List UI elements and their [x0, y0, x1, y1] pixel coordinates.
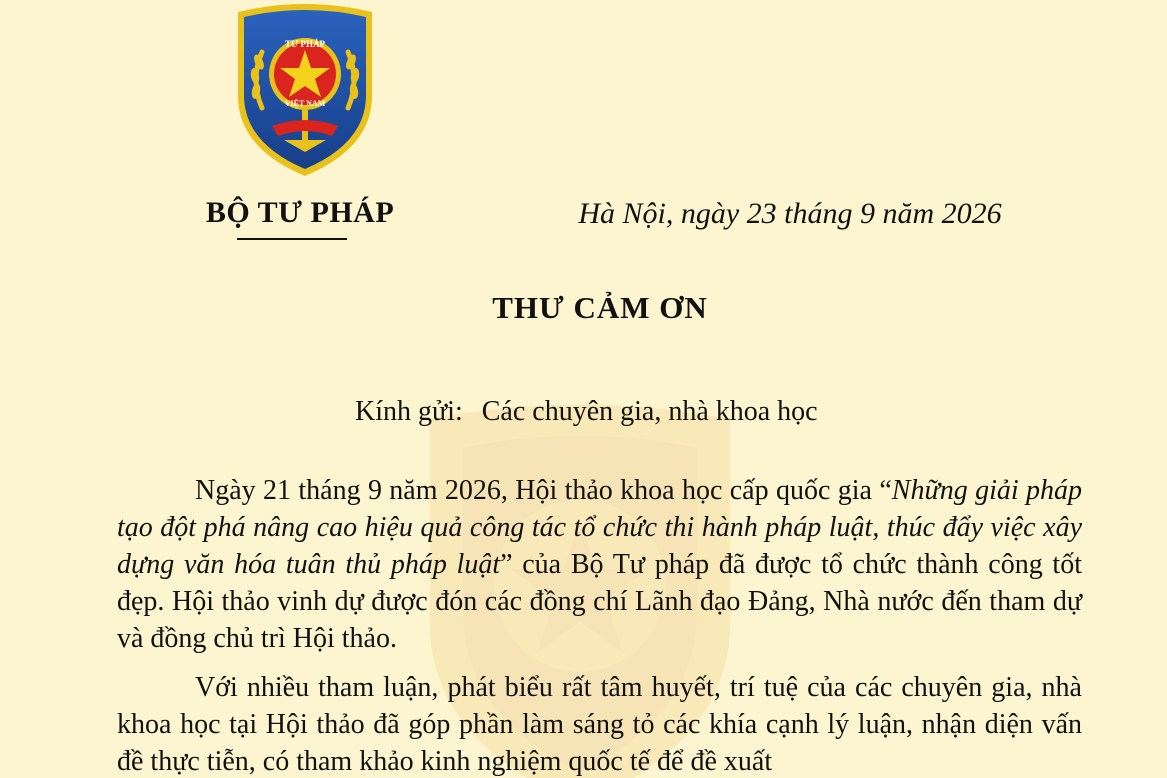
svg-text:VIỆT NAM: VIỆT NAM — [284, 99, 326, 108]
ministry-of-justice-emblem-icon — [232, 0, 378, 176]
letter-body — [117, 472, 1082, 778]
paragraph-1-lead: Ngày 21 tháng 9 năm 2026, Hội thảo khoa học cấp quốc gia “ — [195, 475, 892, 506]
paragraph-1-tail: ” của Bộ Tư pháp đã được tổ chức thành công tốt đẹp. Hội thảo vinh dự được đón các đồng chí Lãnh đạo Đảng, Nhà nước đến tham dự và đồng chủ trì Hội thảo. — [117, 549, 1082, 654]
svg-text:TƯ PHÁP: TƯ PHÁP — [285, 39, 325, 49]
agency-underline — [237, 238, 347, 240]
conference-name: Những giải pháp tạo đột phá nâng cao hiệu quả công tác tổ chức thi hành pháp luật, thúc đẩy việc xây dựng văn hóa tuân thủ pháp luật — [117, 475, 1082, 580]
paragraph-1 — [117, 472, 1082, 657]
issuing-agency: BỘ TƯ PHÁP — [205, 196, 395, 229]
paragraph-2: Với nhiều tham luận, phát biểu rất tâm huyết, trí tuệ của các chuyên gia, nhà khoa học tại Hội thảo đã góp phần làm sáng tỏ các khía cạnh lý luận, nhận diện vấn đề thực tiễn, có tham khảo kinh nghiệm quốc tế để đề xuất — [117, 672, 1082, 777]
recipient-label: Kính gửi: — [355, 396, 463, 427]
recipient-line — [355, 396, 818, 428]
document-title: THƯ CẢM ƠN — [492, 290, 708, 325]
place-and-date: Hà Nội, ngày 23 tháng 9 năm 2026 — [578, 197, 1002, 230]
recipient-value: Các chuyên gia, nhà khoa học — [481, 396, 818, 427]
